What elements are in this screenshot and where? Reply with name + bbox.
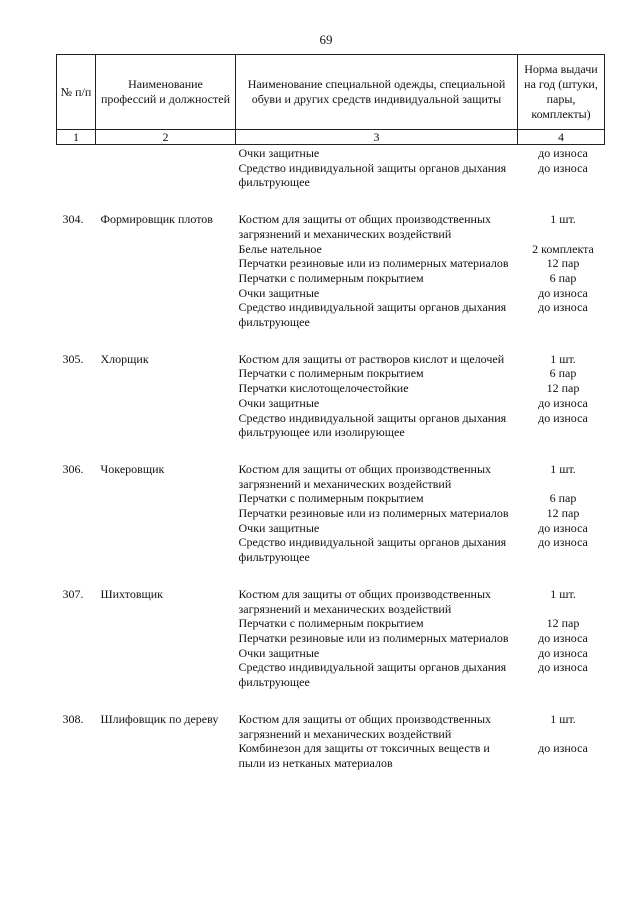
row-spacer bbox=[57, 190, 605, 212]
item-name: Перчатки с полимерным покрытием bbox=[238, 366, 424, 381]
table-body bbox=[57, 145, 605, 771]
item-name: Перчатки резиновые или из полимерных материалов bbox=[238, 630, 509, 645]
item-norm: 6 пар bbox=[549, 366, 577, 381]
item-name: Очки защитные bbox=[238, 520, 320, 535]
item-name: Перчатки с полимерным покрытием bbox=[238, 616, 424, 631]
page-number: 69 bbox=[319, 32, 333, 47]
item-norm: 12 пар bbox=[546, 381, 580, 396]
table-row bbox=[57, 712, 605, 771]
item-norm: до износа bbox=[538, 660, 588, 675]
entry-num: 305. bbox=[62, 351, 84, 366]
item-name: Комбинезон для защиты от токсичных веществ и пыли из нетканых материалов bbox=[238, 741, 490, 770]
item-name: Перчатки с полимерным покрытием bbox=[238, 270, 424, 285]
item-norm: 2 комплекта bbox=[532, 241, 594, 256]
entry-norms bbox=[518, 587, 605, 690]
item-norm: 1 шт. bbox=[550, 586, 576, 601]
entry-profession: Шихтовщик bbox=[100, 586, 163, 601]
item-norm: до износа bbox=[538, 395, 588, 410]
item-name: Костюм для защиты от общих производственных загрязнений и механических воздействий bbox=[238, 586, 492, 616]
table-row bbox=[57, 462, 605, 565]
entry-num: 307. bbox=[62, 586, 84, 601]
item-norm: до износа bbox=[538, 300, 588, 315]
item-name: Средство индивидуальной защиты органов дыхания фильтрующее bbox=[238, 535, 507, 565]
item-name: Средство индивидуальной защиты органов дыхания фильтрующее bbox=[238, 660, 507, 690]
item-norm: 12 пар bbox=[546, 256, 580, 271]
item-norm: 6 пар bbox=[549, 491, 577, 506]
column-number: 1 bbox=[57, 130, 96, 145]
entry-profession: Хлорщик bbox=[100, 351, 149, 366]
header-norm: Норма выдачи на год (штуки, пары, комплекты) bbox=[518, 55, 605, 130]
item-name: Перчатки резиновые или из полимерных материалов bbox=[238, 256, 509, 271]
item-norm: 1 шт. bbox=[550, 461, 576, 476]
entry-num: 304. bbox=[62, 212, 84, 227]
item-norm: до износа bbox=[538, 410, 588, 425]
item-name: Очки защитные bbox=[238, 645, 320, 660]
header-items: Наименование специальной одежды, специальной обуви и других средств индивидуальной защиты bbox=[236, 55, 518, 130]
entry-norms bbox=[518, 352, 605, 440]
entry-profession: Чокеровщик bbox=[100, 461, 165, 476]
entry-profession bbox=[96, 145, 236, 191]
item-norm: до износа bbox=[538, 645, 588, 660]
entry-norms bbox=[518, 212, 605, 330]
item-name: Костюм для защиты от растворов кислот и щелочей bbox=[238, 351, 505, 366]
table-row bbox=[57, 352, 605, 440]
item-norm: до износа bbox=[538, 520, 588, 535]
item-norm: 1 шт. bbox=[550, 212, 576, 227]
entry-norms bbox=[518, 712, 605, 771]
item-name: Очки защитные bbox=[238, 146, 320, 160]
item-name: Очки защитные bbox=[238, 285, 320, 300]
item-norm: до износа bbox=[538, 741, 588, 756]
entry-items bbox=[236, 587, 518, 690]
item-norm: до износа bbox=[538, 630, 588, 645]
table-header-row bbox=[57, 55, 605, 130]
item-name: Перчатки резиновые или из полимерных материалов bbox=[238, 506, 509, 521]
row-spacer bbox=[57, 565, 605, 587]
entry-profession: Шлифовщик по дереву bbox=[100, 711, 219, 726]
item-name: Белье нательное bbox=[238, 241, 322, 256]
column-number: 3 bbox=[236, 130, 518, 145]
entry-items bbox=[236, 145, 518, 191]
item-name: Очки защитные bbox=[238, 395, 320, 410]
header-num: № п/п bbox=[57, 55, 96, 130]
item-norm: до износа bbox=[538, 285, 588, 300]
item-norm: 1 шт. bbox=[550, 351, 576, 366]
entry-norms bbox=[518, 145, 605, 191]
entry-num: 308. bbox=[62, 711, 84, 726]
entry-num bbox=[57, 145, 96, 191]
entry-profession: Формировщик плотов bbox=[100, 212, 213, 227]
table-row bbox=[57, 587, 605, 690]
column-number-row bbox=[57, 130, 605, 145]
item-name: Перчатки кислотощелочестойкие bbox=[238, 381, 409, 396]
item-name: Средство индивидуальной защиты органов дыхания фильтрующее bbox=[238, 300, 507, 330]
entry-items bbox=[236, 462, 518, 565]
item-name: Костюм для защиты от общих производственных загрязнений и механических воздействий bbox=[238, 212, 492, 241]
table-row bbox=[57, 212, 605, 330]
row-spacer bbox=[57, 690, 605, 712]
entry-items bbox=[236, 212, 518, 330]
item-norm: 12 пар bbox=[546, 506, 580, 521]
item-norm: до износа bbox=[538, 160, 588, 175]
item-norm: до износа bbox=[538, 146, 588, 160]
item-norm: 1 шт. bbox=[550, 711, 576, 726]
row-spacer bbox=[57, 440, 605, 462]
norms-table bbox=[56, 54, 605, 771]
entry-items bbox=[236, 712, 518, 771]
item-norm: до износа bbox=[538, 535, 588, 550]
entry-num: 306. bbox=[62, 461, 84, 476]
item-name: Средство индивидуальной защиты органов дыхания фильтрующее bbox=[238, 160, 507, 190]
item-name: Костюм для защиты от общих производственных загрязнений и механических воздействий bbox=[238, 711, 492, 741]
entry-norms bbox=[518, 462, 605, 565]
item-norm: 12 пар bbox=[546, 616, 580, 631]
column-number: 4 bbox=[518, 130, 605, 145]
item-norm: 6 пар bbox=[549, 270, 577, 285]
item-name: Средство индивидуальной защиты органов дыхания фильтрующее или изолирующее bbox=[238, 410, 507, 440]
item-name: Перчатки с полимерным покрытием bbox=[238, 491, 424, 506]
column-number: 2 bbox=[96, 130, 236, 145]
entry-items bbox=[236, 352, 518, 440]
row-spacer bbox=[57, 330, 605, 352]
header-profession: Наименование профессий и должностей bbox=[96, 55, 236, 130]
table-row bbox=[57, 145, 605, 191]
item-name: Костюм для защиты от общих производственных загрязнений и механических воздействий bbox=[238, 461, 492, 491]
